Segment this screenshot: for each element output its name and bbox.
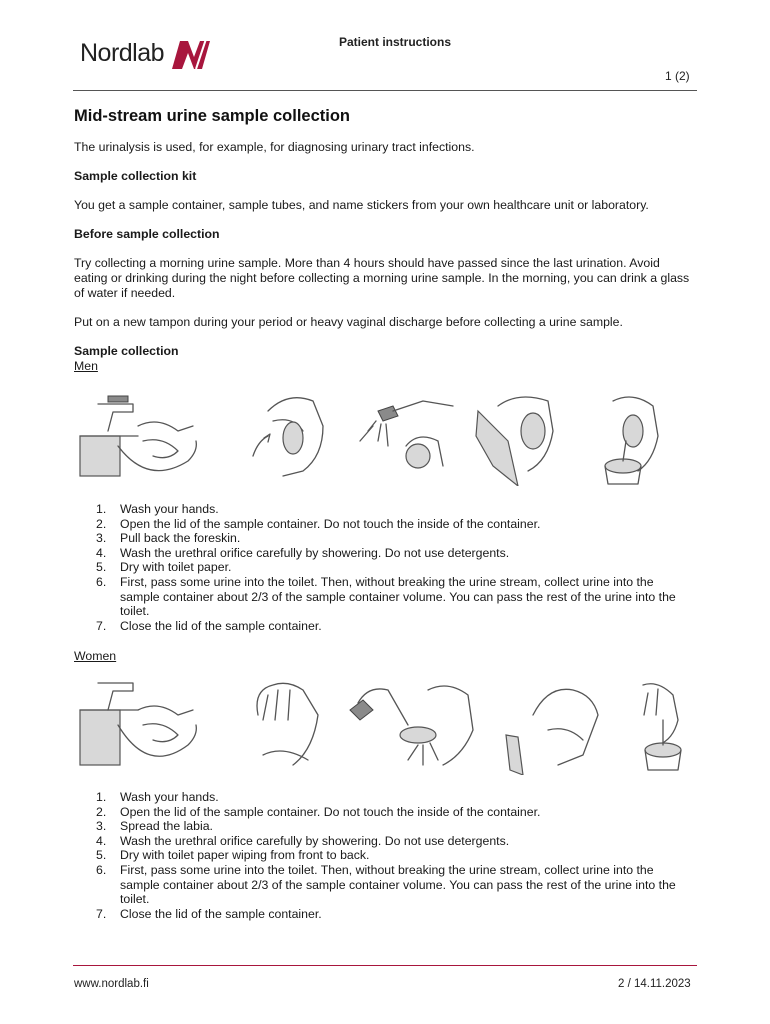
main-content [74,106,696,374]
before-text-2: Put on a new tampon during your period or heavy vaginal discharge before collecting a urine sample. [74,315,623,329]
list-item: 6. First, pass some urine into the toilet. Then, without breaking the urine stream, collect urine into the sample container about 2/3 of the sample container volume. You can pass the rest of the urine into the toilet. [96,862,676,907]
list-item: 2. Open the lid of the sample container. Do not touch the inside of the container. [96,516,541,531]
nordlab-logo [80,33,230,73]
women-label: Women [74,649,117,663]
list-item: 4. Wash the urethral orifice carefully by showering. Do not use detergents. [96,545,510,560]
collection-heading: Sample collection [74,344,179,358]
wash-hands-illustration [80,683,196,765]
kit-text: You get a sample container, sample tubes, and name stickers from your own healthcare unit or laboratory. [74,198,649,212]
footer-divider [73,965,697,966]
shower-illustration [360,401,453,468]
list-item: 4. Wash the urethral orifice carefully by showering. Do not use detergents. [96,833,510,848]
men-illustration-strip [78,386,690,486]
logo-mark-icon [166,35,216,71]
dry-paper-illustration [506,689,598,775]
footer-version: 2 / 14.11.2023 [618,978,691,990]
women-steps-list [96,790,696,921]
page-number: 1 (2) [665,69,690,83]
kit-heading: Sample collection kit [74,169,197,183]
page-title: Mid-stream urine sample collection [74,107,350,125]
wash-hands-illustration [80,396,196,476]
list-item: 2. Open the lid of the sample container. Do not touch the inside of the container. [96,804,541,819]
list-item: 1. Wash your hands. [96,790,219,804]
men-label: Men [74,359,98,373]
logo-text: Nordlab [80,38,165,67]
list-item: 7. Close the lid of the sample container. [96,618,322,633]
list-item: 3. Spread the labia. [96,819,213,834]
collect-urine-illustration [605,397,658,484]
list-item: 7. Close the lid of the sample container. [96,906,322,921]
intro-text: The urinalysis is used, for example, for diagnosing urinary tract infections. [74,140,475,154]
open-lid-illustration [253,398,323,476]
header-divider [73,90,697,91]
shower-illustration [350,686,473,765]
before-text-1: Try collecting a morning urine sample. More than 4 hours should have passed since the last urination. Avoid eating or drinking during the night before collecting a morning urine sample. In the morning, you can drink a glass of water if needed. [74,256,690,300]
list-item: 3. Pull back the foreskin. [96,531,241,546]
footer-website: www.nordlab.fi [74,978,149,990]
list-item: 5. Dry with toilet paper wiping from front to back. [96,848,370,863]
dry-paper-illustration [476,397,553,486]
before-heading: Before sample collection [74,227,220,241]
list-item: 5. Dry with toilet paper. [96,560,232,575]
collect-urine-illustration [643,684,681,770]
list-item: 6. First, pass some urine into the toilet. Then, without breaking the urine stream, collect urine into the sample container about 2/3 of the sample container volume. You can pass the rest of the urine into the toilet. [96,574,676,619]
men-steps-list [96,502,696,633]
open-lid-illustration [257,683,318,765]
list-item: 1. Wash your hands. [96,502,219,516]
women-illustration-strip [78,675,690,775]
document-type-label: Patient instructions [339,35,452,49]
